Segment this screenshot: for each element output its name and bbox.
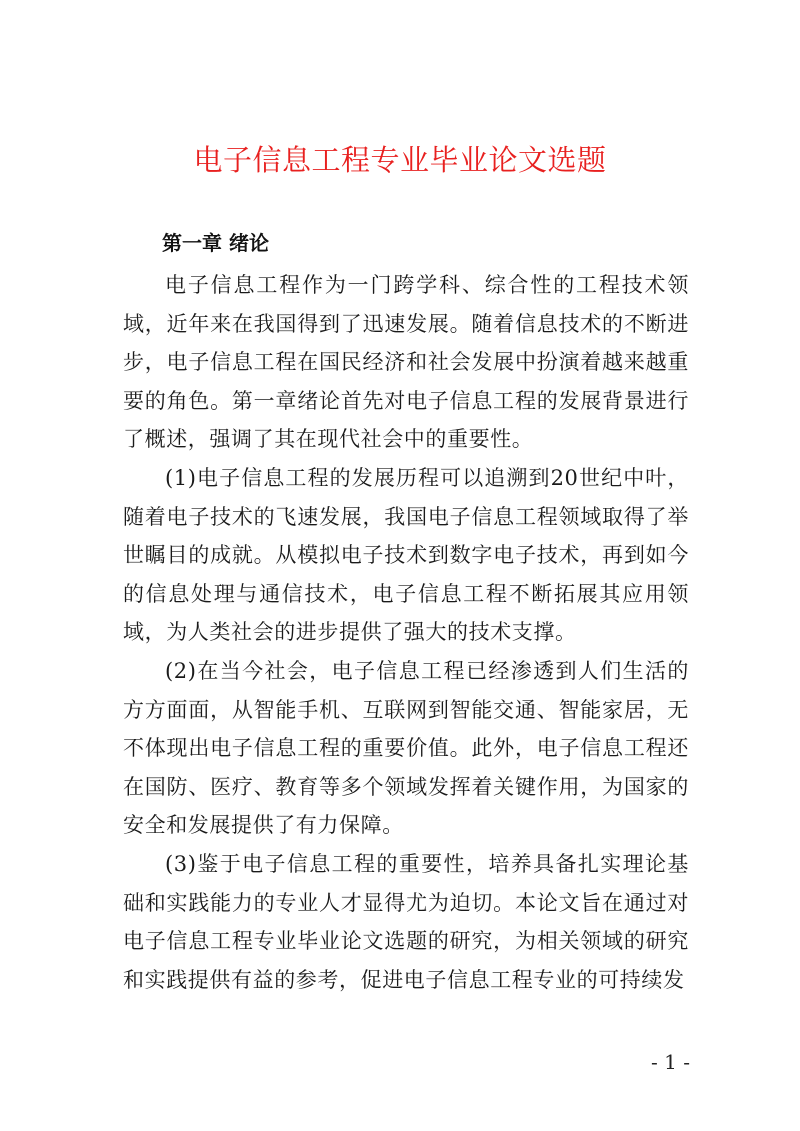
chapter-heading: 第一章 绪论	[162, 231, 269, 255]
paragraph-point-2: (2)在当今社会，电子信息工程已经渗透到人们生活的方方面面，从智能手机、互联网到智能交通、智能家居，无不体现出电子信息工程的重要价值。此外，电子信息工程还在国防、医疗、教育等多个领域发挥着关键作用，为国家的安全和发展提供了有力保障。	[123, 658, 689, 838]
paragraph-intro: 电子信息工程作为一门跨学科、综合性的工程技术领域，近年来在我国得到了迅速发展。随着信息技术的不断进步，电子信息工程在国民经济和社会发展中扮演着越来越重要的角色。第一章绪论首先对电子信息工程的发展背景进行了概述，强调了其在现代社会中的重要性。	[123, 273, 689, 452]
paragraph-point-1: (1)电子信息工程的发展历程可以追溯到20世纪中叶，随着电子技术的飞速发展，我国电子信息工程领域取得了举世瞩目的成就。从模拟电子技术到数字电子技术，再到如今的信息处理与通信技术，电子信息工程不断拓展其应用领域，为人类社会的进步提供了强大的技术支撑。	[123, 465, 689, 645]
page-number: - 1 -	[651, 1050, 690, 1074]
document-title: 电子信息工程专业毕业论文选题	[193, 143, 607, 177]
body-text	[123, 266, 689, 999]
paragraph-point-3: (3)鉴于电子信息工程的重要性，培养具备扎实理论基础和实践能力的专业人才显得尤为迫切。本论文旨在通过对电子信息工程专业毕业论文选题的研究，为相关领域的研究和实践提供有益的参考，促进电子信息工程专业的可持续发	[123, 851, 689, 992]
